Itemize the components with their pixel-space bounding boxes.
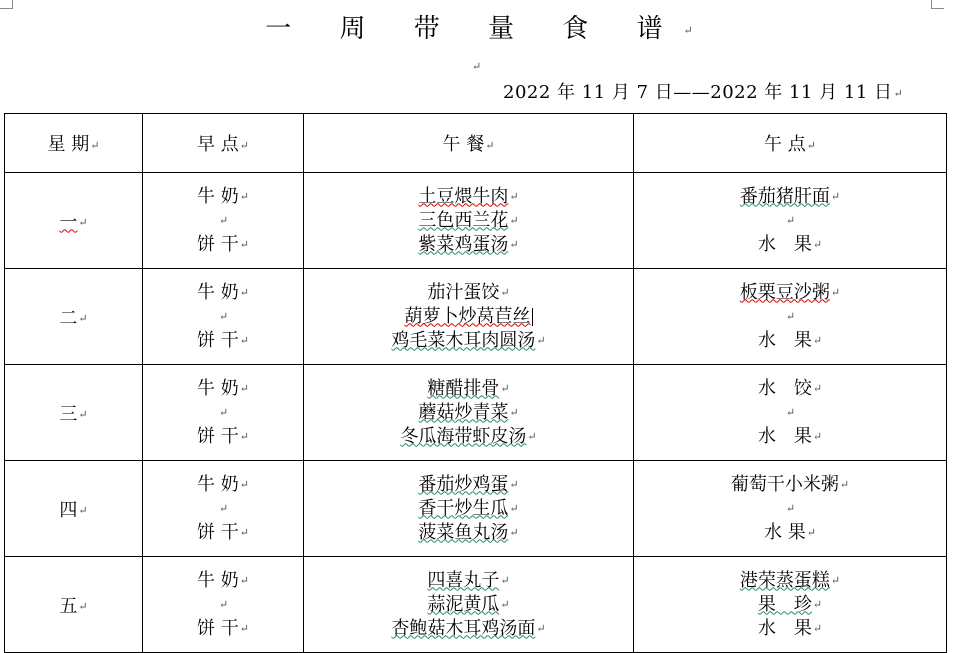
cell-line [634, 521, 946, 545]
afternoon-snack-cell [634, 173, 947, 269]
lunch-cell [304, 557, 634, 653]
paragraph-mark-icon: ↵ [812, 237, 823, 251]
cell-line [304, 401, 633, 425]
breakfast-item: 饼 干 [197, 617, 239, 639]
paragraph-mark-icon: ↵ [509, 405, 519, 419]
day-cell [5, 557, 143, 653]
day-cell [5, 365, 143, 461]
paragraph-mark-icon: ↵ [239, 189, 249, 203]
cell-line [304, 233, 633, 257]
paragraph-mark-icon: ↵ [239, 138, 249, 152]
snack-item: 港荣蒸蛋糕 [739, 569, 830, 591]
cell-line [304, 593, 633, 617]
paragraph-mark-icon: ↵ [683, 23, 693, 37]
paragraph-mark-icon: ↵ [785, 405, 796, 419]
cell-line [304, 569, 633, 593]
lunch-item: 蒜泥黄瓜 [427, 593, 500, 615]
paragraph-mark-icon: ↵ [509, 501, 519, 515]
breakfast-item: 饼 干 [197, 233, 239, 255]
paragraph-mark-icon: ↵ [806, 138, 816, 152]
paragraph-mark-icon: ↵ [812, 381, 823, 395]
breakfast-item: 牛 奶 [197, 377, 239, 399]
paragraph-mark-icon: ↵ [893, 86, 904, 100]
paragraph-mark-icon: ↵ [485, 138, 495, 152]
paragraph-mark-icon: ↵ [500, 381, 510, 395]
afternoon-snack-cell [634, 365, 947, 461]
paragraph-mark-icon: ↵ [78, 312, 88, 325]
breakfast-item: 牛 奶 [197, 281, 239, 303]
paragraph-mark-icon: ↵ [500, 597, 510, 611]
cell-line [304, 425, 633, 449]
breakfast-item: 牛 奶 [197, 473, 239, 495]
cell-line [304, 497, 633, 521]
table-header-row [5, 114, 947, 173]
header-lunch: 午 餐↵ [304, 114, 634, 173]
day-label: 五 [59, 595, 78, 617]
paragraph-mark-icon: ↵ [218, 309, 229, 323]
cell-line [143, 185, 303, 209]
table-row [5, 173, 947, 269]
snack-item: 板栗豆沙粥 [739, 281, 830, 303]
cell-line [304, 521, 633, 545]
lunch-item: 菠菜鱼丸汤 [418, 521, 509, 543]
afternoon-snack-cell [634, 269, 947, 365]
table-row [5, 461, 947, 557]
cell-line [143, 329, 303, 353]
paragraph-mark-icon: ↵ [509, 477, 519, 491]
cell-line [143, 209, 303, 233]
snack-item: 番茄猪肝面 [739, 185, 830, 207]
paragraph-mark-icon: ↵ [509, 213, 519, 227]
lunch-item: 蘑菇炒青菜 [418, 401, 509, 423]
cell-line [634, 473, 946, 497]
cell-line [634, 569, 946, 593]
breakfast-cell [143, 461, 304, 557]
paragraph-mark-icon: ↵ [218, 597, 229, 611]
cell-line [634, 425, 946, 449]
paragraph-mark-icon: ↵ [812, 429, 823, 443]
paragraph-mark-icon: ↵ [78, 216, 88, 229]
paragraph-mark-icon: ↵ [812, 597, 823, 611]
header-afternoon-snack: 午 点↵ [634, 114, 947, 173]
snack-item: 水 果 [757, 617, 812, 639]
table-body [5, 173, 947, 653]
day-label: 四 [59, 499, 78, 521]
cell-line [143, 497, 303, 521]
cell-line [634, 281, 946, 305]
cell-line [143, 425, 303, 449]
text-cursor-icon [532, 308, 533, 326]
snack-item: 水 果 [757, 425, 812, 447]
paragraph-mark-icon: ↵ [839, 477, 850, 491]
breakfast-item: 饼 干 [197, 521, 239, 543]
afternoon-snack-cell [634, 461, 947, 557]
cell-line [304, 617, 633, 641]
lunch-cell [304, 461, 634, 557]
paragraph-mark-icon: ↵ [785, 309, 796, 323]
paragraph-mark-icon: ↵ [830, 285, 841, 299]
paragraph-mark-icon: ↵ [527, 429, 537, 443]
paragraph-mark-icon: ↵ [239, 477, 249, 491]
paragraph-mark-icon: ↵ [239, 573, 249, 587]
snack-item: 葡萄干小米粥 [730, 473, 839, 495]
snack-item: 水 饺 [757, 377, 812, 399]
paragraph-mark-icon: ↵ [78, 504, 88, 517]
lunch-item: 杏鲍菇木耳鸡汤面 [391, 617, 536, 639]
breakfast-item: 饼 干 [197, 329, 239, 351]
paragraph-mark-icon: ↵ [218, 213, 229, 227]
paragraph-mark-icon: ↵ [830, 189, 841, 203]
breakfast-item: 饼 干 [197, 425, 239, 447]
paragraph-mark-icon: ↵ [90, 138, 100, 152]
breakfast-cell [143, 173, 304, 269]
cell-line [634, 209, 946, 233]
paragraph-mark-icon: ↵ [239, 285, 249, 299]
paragraph-mark-icon: ↵ [812, 621, 823, 635]
snack-item: 水 果 [757, 329, 812, 351]
afternoon-snack-cell [634, 557, 947, 653]
cell-line [634, 617, 946, 641]
weekly-menu-table [4, 113, 947, 653]
paragraph-mark-icon: ↵ [509, 189, 519, 203]
cell-line [634, 497, 946, 521]
day-cell [5, 269, 143, 365]
lunch-item: 四喜丸子 [427, 569, 500, 591]
paragraph-mark-icon: ↵ [812, 333, 823, 347]
day-cell [5, 461, 143, 557]
lunch-item: 香干炒生瓜 [418, 497, 509, 519]
breakfast-item: 牛 奶 [197, 185, 239, 207]
header-breakfast: 早 点↵ [143, 114, 304, 173]
breakfast-cell [143, 365, 304, 461]
breakfast-item: 牛 奶 [197, 569, 239, 591]
lunch-item: 糖醋排骨 [427, 377, 500, 399]
cell-line [634, 401, 946, 425]
cell-line [143, 377, 303, 401]
cell-line [143, 569, 303, 593]
paragraph-mark-icon: ↵ [239, 381, 249, 395]
paragraph-mark-icon: ↵ [239, 237, 249, 251]
paragraph-mark-icon: ↵ [536, 333, 546, 347]
snack-item: 水 果 [764, 521, 806, 543]
cell-line [304, 329, 633, 353]
paragraph-mark-icon: ↵ [239, 525, 249, 539]
paragraph-mark-icon: ↵ [239, 621, 249, 635]
paragraph-mark-icon: ↵ [78, 408, 88, 421]
lunch-item: 紫菜鸡蛋汤 [418, 233, 509, 255]
paragraph-mark-icon: ↵ [785, 213, 796, 227]
lunch-item: 茄汁蛋饺 [427, 281, 500, 303]
paragraph-mark-icon: ↵ [472, 60, 482, 73]
day-label: 一 [59, 211, 78, 233]
cell-line [304, 473, 633, 497]
table-row [5, 365, 947, 461]
snack-item: 水 果 [757, 233, 812, 255]
menu-title: 一 周 带 量 食 谱↵ [265, 14, 693, 44]
cell-line [304, 305, 633, 329]
paragraph-mark-icon: ↵ [500, 573, 510, 587]
breakfast-cell [143, 557, 304, 653]
cell-line [143, 233, 303, 257]
date-range: 2022 年 11 月 7 日——2022 年 11 月 11 日↵ [503, 82, 904, 103]
snack-item: 果 珍 [757, 593, 812, 615]
cell-line [304, 185, 633, 209]
paragraph-mark-icon: ↵ [218, 501, 229, 515]
cell-line [634, 185, 946, 209]
cell-line [143, 473, 303, 497]
cell-line [304, 281, 633, 305]
cell-line [143, 521, 303, 545]
cell-line [143, 401, 303, 425]
cell-line [634, 377, 946, 401]
table-row [5, 269, 947, 365]
header-weekday: 星 期↵ [5, 114, 143, 173]
lunch-item: 三色西兰花 [418, 209, 509, 231]
lunch-cell [304, 173, 634, 269]
lunch-item: 土豆煨牛肉 [418, 185, 509, 207]
paragraph-mark-icon: ↵ [239, 429, 249, 443]
cell-line [304, 377, 633, 401]
day-cell [5, 173, 143, 269]
paragraph-mark-icon: ↵ [509, 525, 519, 539]
cell-line [634, 593, 946, 617]
paragraph-mark-icon: ↵ [785, 501, 796, 515]
paragraph-mark-icon: ↵ [806, 525, 816, 539]
table-row [5, 557, 947, 653]
breakfast-cell [143, 269, 304, 365]
cell-line [634, 233, 946, 257]
cell-line [143, 305, 303, 329]
paragraph-mark-icon: ↵ [218, 405, 229, 419]
lunch-cell [304, 269, 634, 365]
day-label: 二 [59, 307, 78, 329]
cell-line [143, 593, 303, 617]
lunch-cell [304, 365, 634, 461]
cell-line [143, 617, 303, 641]
cell-line [634, 329, 946, 353]
day-label: 三 [59, 403, 78, 425]
paragraph-mark-icon: ↵ [830, 573, 841, 587]
lunch-item: 葫萝卜炒莴苣丝 [404, 305, 531, 327]
paragraph-mark-icon: ↵ [78, 600, 88, 613]
lunch-item: 鸡毛菜木耳肉圆汤 [391, 329, 536, 351]
paragraph-mark-icon: ↵ [239, 333, 249, 347]
lunch-item: 冬瓜海带虾皮汤 [400, 425, 527, 447]
paragraph-mark-icon: ↵ [500, 285, 510, 299]
cell-line [634, 305, 946, 329]
paragraph-mark-icon: ↵ [536, 621, 546, 635]
cell-line [304, 209, 633, 233]
cell-line [143, 281, 303, 305]
paragraph-mark-icon: ↵ [509, 237, 519, 251]
lunch-item: 番茄炒鸡蛋 [418, 473, 509, 495]
